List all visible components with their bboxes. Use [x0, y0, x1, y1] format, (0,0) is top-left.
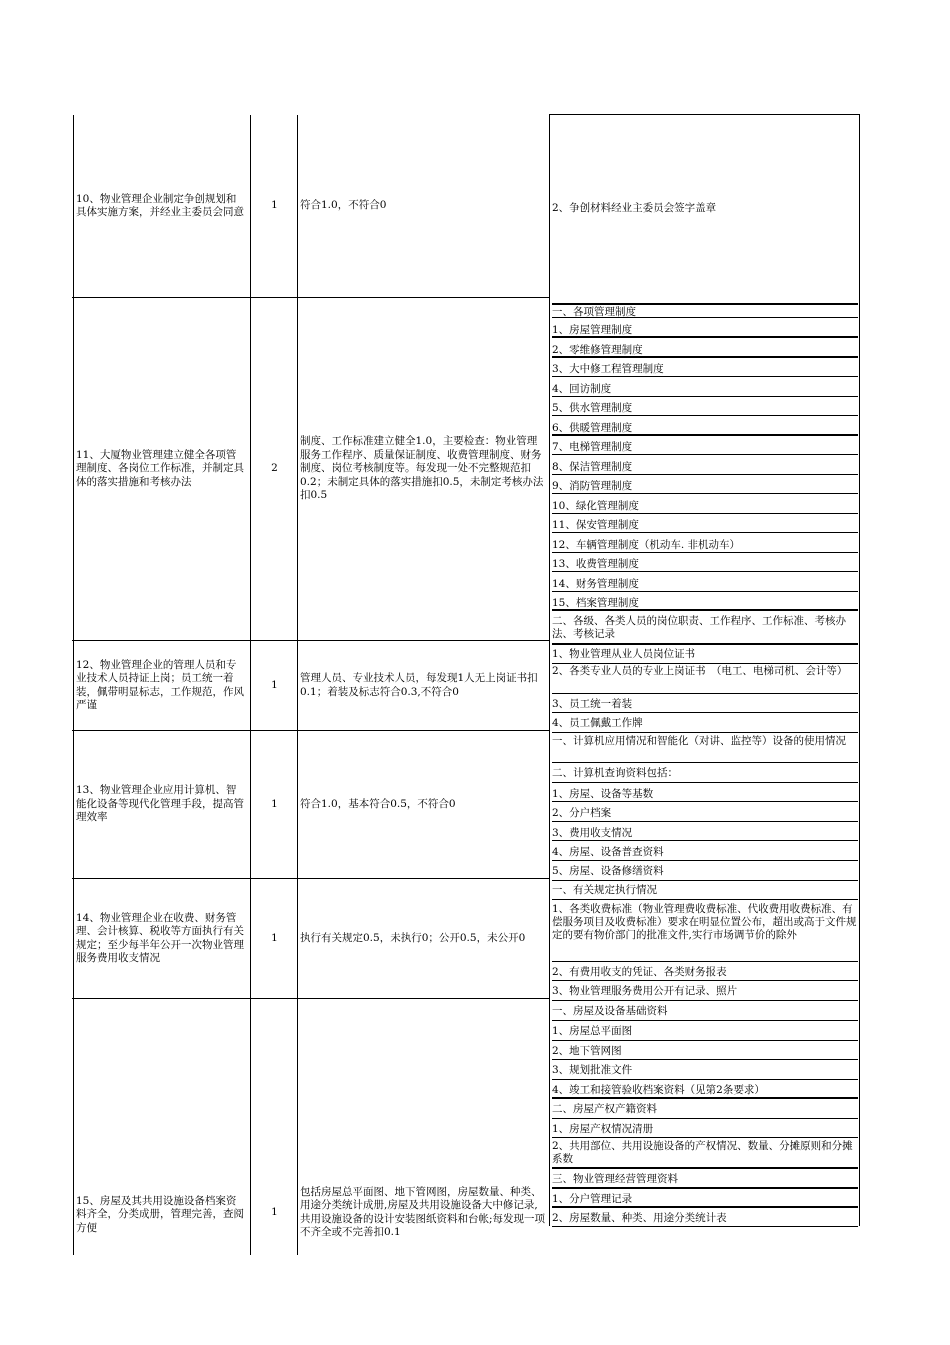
check-item: 2、零维修管理制度	[552, 338, 858, 358]
item-text: 13、物业管理企业应用计算机、智能化设备等现代化管理手段，提高管理效率	[76, 784, 244, 824]
check-item: 二、各级、各类人员的岗位职责、工作程序、工作标准、考核办法、考核记录	[552, 611, 858, 645]
col-line-3	[297, 115, 298, 1255]
check-item: 一、各项管理制度	[552, 305, 858, 318]
item-text: 12、物业管理企业的管理人员和专业技术人员持证上岗；员工统一着装，佩带明显标志，工作规范，作风严谨	[76, 658, 244, 711]
check-item: 一、计算机应用情况和智能化（对讲、监控等）设备的使用情况	[552, 733, 858, 763]
check-item: 4、回访制度	[552, 377, 858, 397]
check-item: 2、有费用收支的凭证、各类财务报表	[552, 962, 858, 981]
standard-text: 符合1.0，基本符合0.5，不符合0	[300, 797, 456, 810]
col-line-4	[549, 115, 550, 1226]
check-item: 14、财务管理制度	[552, 572, 858, 592]
check-item: 3、大中修工程管理制度	[552, 358, 858, 377]
check-item: 2、争创材料经业主委员会签字盖章	[552, 115, 858, 305]
col-line-right	[859, 115, 860, 1226]
check-item: 3、员工统一着装	[552, 694, 858, 713]
check-item: 2、房屋数量、种类、用途分类统计表	[552, 1208, 858, 1227]
check-item: 2、各类专业人员的专业上岗证书 （电工、电梯司机、会计等）	[552, 664, 858, 694]
check-item: 2、共用部位、共用设施设备的产权情况、数量、分摊原则和分摊系数	[552, 1138, 858, 1169]
check-item: 1、房屋管理制度	[552, 318, 858, 338]
check-item: 3、规划批准文件	[552, 1060, 858, 1080]
score-value: 1	[271, 797, 278, 810]
item-text: 15、房屋及其共用设施设备档案资料齐全，分类成册，管理完善，查阅方便	[76, 1194, 244, 1234]
check-item: 1、分户管理记录	[552, 1189, 858, 1208]
check-item: 3、物业管理服务费用公开有记录、照片	[552, 981, 858, 1001]
check-item: 三、物业管理经营管理资料	[552, 1169, 858, 1189]
item-text: 10、物业管理企业制定争创规划和具体实施方案，并经业主委员会同意	[76, 192, 244, 218]
score-value: 1	[271, 199, 278, 212]
check-item: 2、地下管网图	[552, 1041, 858, 1060]
score-value: 2	[271, 462, 278, 475]
check-item: 4、房屋、设备普查资料	[552, 841, 858, 861]
check-item: 4、员工佩戴工作牌	[552, 713, 858, 733]
col-line-left	[73, 115, 74, 1255]
score-value: 1	[271, 678, 278, 691]
check-item: 2、分户档案	[552, 802, 858, 822]
check-item: 11、保安管理制度	[552, 514, 858, 533]
check-item: 一、有关规定执行情况	[552, 881, 858, 900]
standard-text: 包括房屋总平面图、地下管网图，房屋数量、种类、用途分类统计成册,房屋及共用设施设备大中修记录,共用设施设备的设计安装图纸资料和台帐;每发现一项不齐全或不完善扣0.1	[300, 1185, 546, 1238]
standard-text: 管理人员、专业技术人员，每发现1人无上岗证书扣0.1；着装及标志符合0.3,不符合0	[300, 672, 538, 698]
check-item: 9、消防管理制度	[552, 475, 858, 494]
score-value: 1	[271, 931, 278, 944]
item-text: 14、物业管理企业在收费、财务管理、会计核算、税收等方面执行有关规定；至少每半年公开一次物业管理服务费用收支情况	[76, 911, 244, 964]
check-item: 二、计算机查询资料包括：	[552, 763, 858, 783]
check-item: 5、房屋、设备修缮资料	[552, 861, 858, 881]
check-item: 8、保洁管理制度	[552, 455, 858, 475]
score-value: 1	[271, 1205, 278, 1218]
check-item: 7、电梯管理制度	[552, 436, 858, 455]
check-item: 15、档案管理制度	[552, 592, 858, 611]
check-item: 二、房屋产权产籍资料	[552, 1099, 858, 1119]
check-item: 12、车辆管理制度（机动车. 非机动车）	[552, 533, 858, 553]
check-item: 3、费用收支情况	[552, 822, 858, 841]
check-item: 1、房屋产权情况清册	[552, 1119, 858, 1138]
check-item: 一、房屋及设备基础资料	[552, 1002, 858, 1021]
standard-text: 执行有关规定0.5，未执行0；公开0.5，未公开0	[300, 931, 526, 944]
check-item: 4、竣工和接管验收档案资料（见第2条要求）	[552, 1080, 858, 1099]
standard-text: 制度、工作标准建立健全1.0，主要检查：物业管理服务工作程序、质量保证制度、收费管理制度、财务制度、岗位考核制度等。每发现一处不完整规范扣0.2；未制定具体的落实措施扣0.5，未制定考核办法扣0.5	[300, 435, 544, 502]
check-item: 13、收费管理制度	[552, 553, 858, 572]
check-item: 1、物业管理从业人员岗位证书	[552, 645, 858, 664]
check-item: 1、各类收费标准（物业管理费收费标准、代收费用收费标准、有偿服务项目及收费标准）要求在明显位置公布，超出或高于文件规定的要有物价部门的批准文件,实行市场调节价的除外	[552, 900, 858, 962]
col-line-2	[250, 115, 251, 1255]
standard-text: 符合1.0，不符合0	[300, 199, 387, 212]
item-text: 11、大厦物业管理建立健全各项管理制度、各岗位工作标准，并制定具体的落实措施和考核办法	[76, 448, 244, 488]
check-item: 10、绿化管理制度	[552, 494, 858, 514]
check-item: 6、供暖管理制度	[552, 416, 858, 436]
check-item: 1、房屋、设备等基数	[552, 783, 858, 802]
check-item: 5、供水管理制度	[552, 397, 858, 416]
check-item: 1、房屋总平面图	[552, 1021, 858, 1041]
